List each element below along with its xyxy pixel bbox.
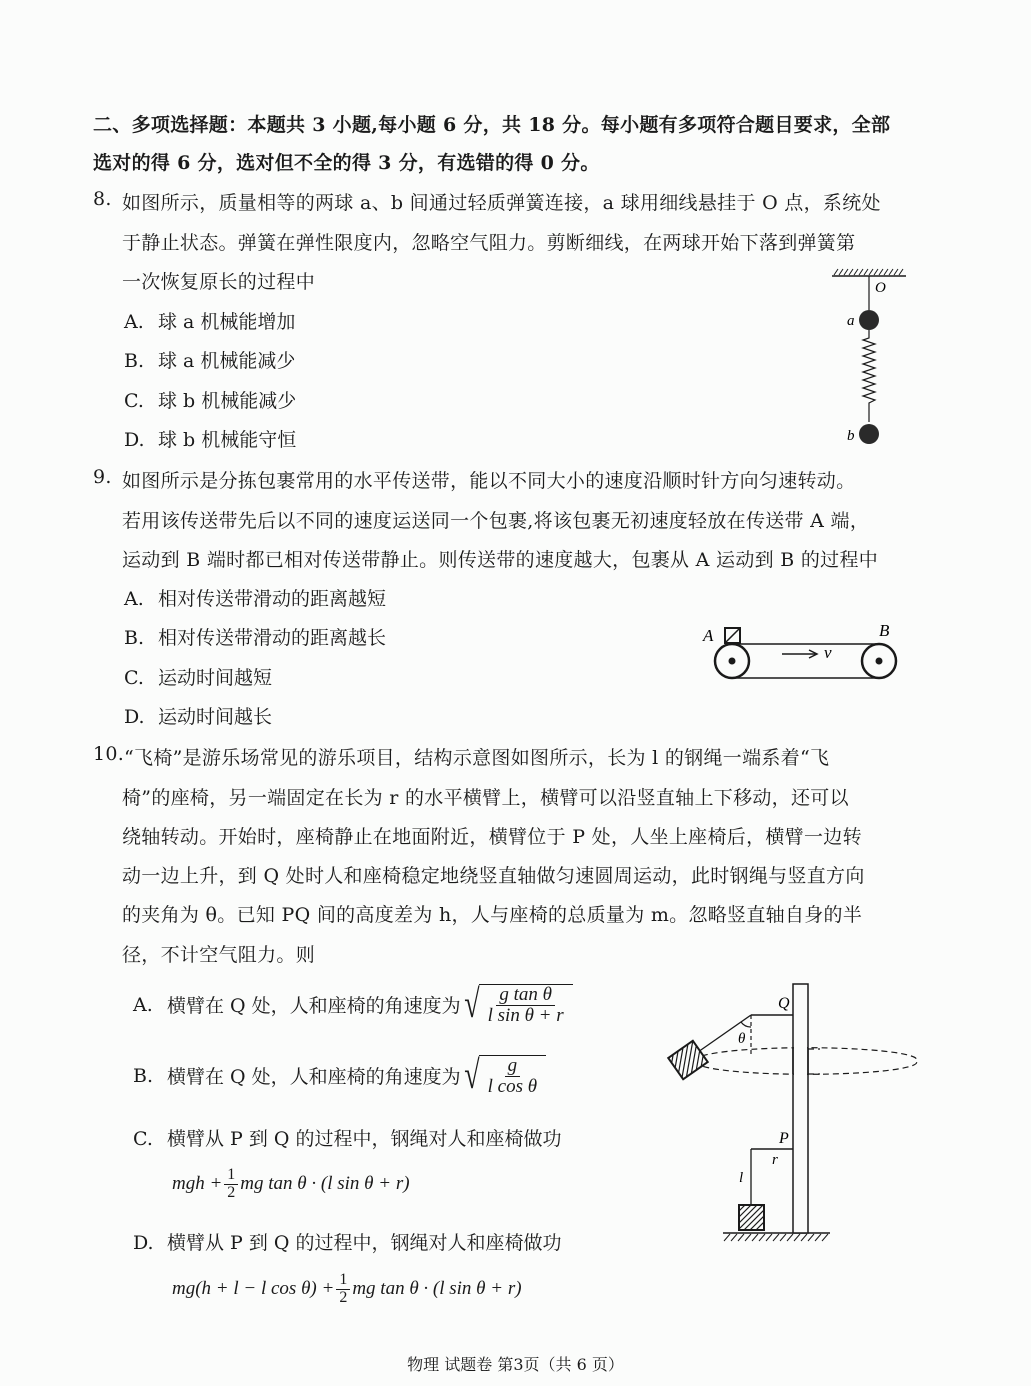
label-b: b	[847, 428, 855, 444]
option-label: B.	[133, 1064, 154, 1087]
option-label: D.	[124, 706, 145, 728]
expression-part: mg tan θ · (l sin θ + r)	[352, 1278, 522, 1300]
option-text: 横臂在 Q 处，人和座椅的角速度为	[167, 995, 461, 1018]
fraction-denominator: l cos θ	[487, 1075, 538, 1097]
fraction-denominator: 2	[227, 1183, 236, 1201]
option-text: 横臂从 P 到 Q 的过程中，钢绳对人和座椅做功	[167, 1128, 562, 1150]
seat-rest	[739, 1205, 764, 1230]
sqrt-expression: √ $\frac{g}{\text{l cos θ}}$	[461, 1055, 546, 1097]
fraction-numerator: 1	[336, 1272, 350, 1290]
option-label: C.	[133, 1128, 153, 1150]
option-d-expression	[172, 1272, 522, 1307]
option-b[interactable]	[133, 1052, 546, 1097]
label-a: a	[847, 313, 855, 329]
question-text-line: 绕轴转动。开始时，座椅静止在地面附近，横臂位于 P 处，人坐上座椅后，横臂一边转	[122, 826, 862, 848]
question-text-line: 运动到 B 端时都已相对传送带静止。则传送带的速度越大，包裹从 A 运动到 B 的过程中	[122, 549, 879, 571]
label-b-end: B	[879, 621, 890, 640]
section-heading-line2: 选对的得 6 分，选对但不全的得 3 分，有选错的得 0 分。	[93, 152, 600, 174]
label-l: l	[739, 1170, 744, 1186]
label-v: v	[824, 643, 832, 662]
question-text-line: 如图所示，质量相等的两球 a、b 间通过轻质弹簧连接，a 球用细线悬挂于 O 点，系统处	[122, 192, 881, 214]
ceiling	[832, 269, 906, 276]
option-label: C.	[124, 667, 144, 689]
ground	[723, 1233, 830, 1241]
question-number: 9.	[93, 466, 112, 488]
option-text: 运动时间越长	[158, 706, 273, 728]
vertical-shaft	[793, 984, 808, 1233]
option-text: 球 b 机械能守恒	[158, 429, 297, 451]
question-number: 8.	[93, 188, 112, 210]
option-d[interactable]	[124, 702, 272, 729]
page-footer: 物理 试题卷 第3页（共 6 页）	[407, 1355, 624, 1374]
option-c[interactable]	[124, 386, 296, 413]
option-c[interactable]	[124, 663, 272, 690]
option-label: A.	[133, 993, 153, 1016]
question-text-line: 于静止状态。弹簧在弹性限度内，忽略空气阻力。剪断细线，在两球开始下落到弹簧第	[122, 232, 856, 254]
seat-swinging	[668, 1041, 707, 1080]
option-label: A.	[124, 311, 144, 333]
option-text: 相对传送带滑动的距离越长	[158, 627, 387, 649]
label-o: O	[875, 280, 886, 296]
ball-b	[859, 424, 879, 444]
question-text-line: 若用该传送带先后以不同的速度运送同一个包裹,将该包裹无初速度轻放在传送带 A 端，	[122, 510, 870, 532]
option-text: 横臂从 P 到 Q 的过程中，钢绳对人和座椅做功	[167, 1232, 562, 1254]
flying-chair-figure	[660, 960, 930, 1250]
question-text-line: 椅”的座椅，另一端固定在长为 r 的水平横臂上，横臂可以沿竖直轴上下移动，还可以	[122, 787, 849, 809]
question-text-line: 如图所示是分拣包裹常用的水平传送带，能以不同大小的速度沿顺时针方向匀速转动。	[122, 470, 856, 492]
option-label: A.	[124, 588, 144, 610]
label-p: P	[779, 1130, 789, 1147]
option-text: 相对传送带滑动的距离越短	[158, 588, 387, 610]
label-a-end: A	[703, 626, 714, 645]
option-b[interactable]	[124, 623, 386, 650]
orbit-ellipse	[702, 1048, 917, 1075]
question-text-line: 动一边上升，到 Q 处时人和座椅稳定地绕竖直轴做匀速圆周运动，此时钢绳与竖直方向	[122, 865, 865, 887]
option-b[interactable]	[124, 346, 295, 373]
option-text: 球 b 机械能减少	[158, 390, 297, 412]
option-text: 球 a 机械能增加	[158, 311, 296, 333]
option-label: B.	[124, 350, 145, 372]
fraction-numerator: g	[505, 1056, 521, 1077]
option-label: C.	[124, 390, 144, 412]
question-number: 10.	[93, 743, 125, 765]
question-text-line: 一次恢复原长的过程中	[122, 271, 316, 293]
option-d[interactable]	[124, 425, 296, 452]
expression-part: mgh +	[172, 1173, 223, 1195]
option-text: 运动时间越短	[158, 667, 273, 689]
spring-figure	[820, 260, 940, 460]
label-q: Q	[778, 995, 790, 1012]
fraction-numerator: 1	[224, 1167, 238, 1185]
question-text-line: 径，不计空气阻力。则	[122, 944, 316, 966]
ball-a	[859, 310, 879, 330]
label-theta: θ	[738, 1031, 746, 1047]
option-a[interactable]	[124, 307, 295, 334]
option-a[interactable]	[133, 981, 573, 1026]
fraction-numerator: g tan θ	[496, 985, 555, 1006]
section-heading-line1: 二、多项选择题：本题共 3 小题,每小题 6 分，共 18 分。每小题有多项符合题目要求，全部	[93, 114, 891, 136]
sqrt-expression: √ $\frac{\text{g tan θ}}{\text{l sin θ + r}}$	[461, 984, 573, 1026]
conveyor-figure	[690, 610, 910, 690]
question-text-line: “飞椅”是游乐场常见的游乐项目，结构示意图如图所示，长为 l 的钢绳一端系着“飞	[124, 747, 830, 769]
option-c-expression	[172, 1167, 410, 1202]
question-text-line: 的夹角为 θ。已知 PQ 间的高度差为 h，人与座椅的总质量为 m。忽略竖直轴自身的半	[122, 904, 863, 926]
expression-part: mg(h + l − l cos θ) +	[172, 1278, 335, 1300]
option-label: D.	[133, 1232, 154, 1254]
fraction-denominator: l sin θ + r	[487, 1004, 564, 1026]
option-c[interactable]	[133, 1124, 562, 1151]
option-label: B.	[124, 627, 145, 649]
label-r: r	[772, 1152, 778, 1168]
option-a[interactable]	[124, 584, 386, 611]
option-text: 球 a 机械能减少	[158, 350, 296, 372]
fraction-denominator: 2	[339, 1288, 348, 1306]
option-text: 横臂在 Q 处，人和座椅的角速度为	[167, 1066, 461, 1089]
option-d[interactable]	[133, 1228, 562, 1255]
expression-part: mg tan θ · (l sin θ + r)	[240, 1173, 410, 1195]
spring	[863, 330, 875, 422]
option-label: D.	[124, 429, 145, 451]
